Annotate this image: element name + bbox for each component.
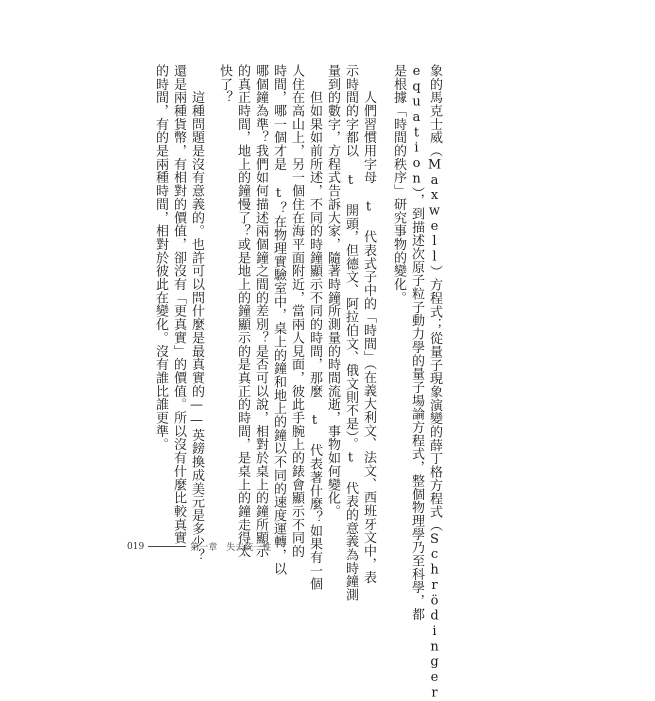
text-column: 人們習慣用字母 t 代表式子中的「時間」（在義大利文、法文、西班牙文中，表 — [361, 64, 376, 585]
chapter-title: 第一章 失去統一性 — [190, 543, 272, 553]
text-column: 時間，哪一個才是 t？在物理實驗室中，桌上的鐘和地上的鐘以不同的速度運轉，以 — [271, 64, 286, 576]
text-column: 哪個鐘為準？我們如何描述兩個鐘之間的差別？是否可以說，相對於桌上的鐘所顯示 — [253, 64, 268, 558]
page-number: 019 — [127, 541, 145, 552]
text-column: 量到的數字，方程式告訴大家，隨著時鐘所測量的時間流逝，事物如何變化。 — [325, 64, 340, 518]
text-column: 快了？ — [217, 64, 232, 105]
text-column: 這種問題是沒有意義的。也許可以問什麼是最真實的——英鎊換成美元是多少？ — [189, 64, 204, 562]
text-column: 但如果如前所述，不同的時鐘顯示不同的時間，那麼 t 代表著什麼？如果有一個 — [307, 64, 322, 591]
footer-rule — [148, 546, 186, 547]
page-footer — [127, 540, 271, 553]
text-column: 的時間，有的是兩種時間，相對於彼此在變化。沒有誰比誰更準。 — [153, 64, 168, 452]
text-column: 人住在高山上，另一個住在海平面附近，當兩人見面，彼此手腕上的錶會顯示不同的 — [289, 64, 304, 558]
text-column: 象的馬克士威（Maxwell）方程式；從量子現象演變的薛丁格方程式（Schrödinger — [427, 64, 442, 701]
text-column: 是根據「時間的秩序」研究事物的變化。 — [391, 64, 406, 305]
text-column: 示時間的字都以 t 開頭，但德文、阿拉伯文、俄文則不是）。t 代表的意義為時鐘測 — [343, 64, 358, 602]
text-column: 還是兩種貨幣，有相對的價值，卻沒有「更真實」的價值。所以沒有什麼比較真實 — [171, 64, 186, 545]
text-column: 的真正時間，地上的鐘慢了？或是地上的鐘顯示的是真正的時間，是桌上的鐘走得太 — [235, 64, 250, 558]
text-column: equation），到描述次原子粒子動力學的量子場論方程式，整個物理學乃至科學，都 — [409, 64, 424, 621]
